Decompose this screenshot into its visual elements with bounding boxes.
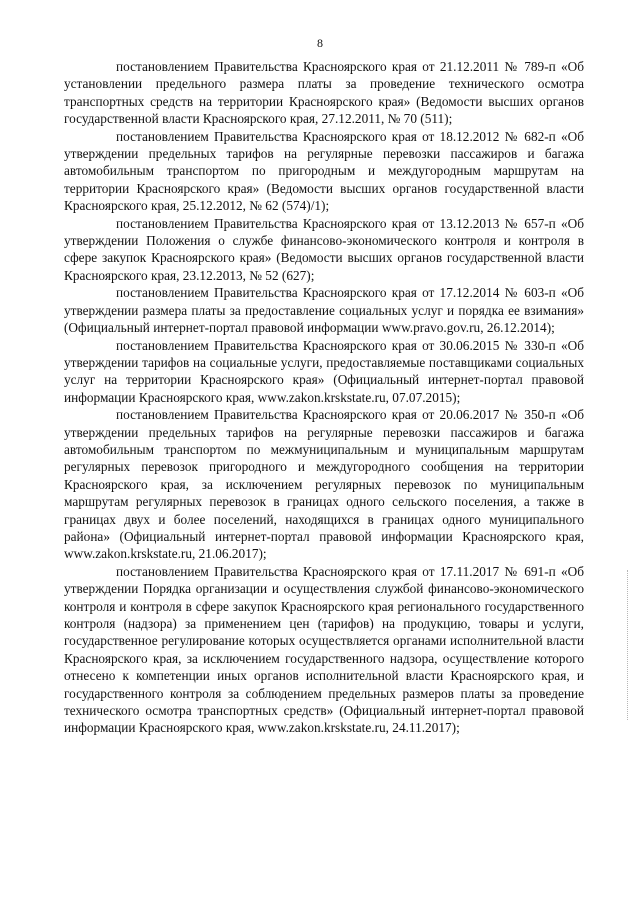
list-item: постановлением Правительства Красноярского края от 21.12.2011 № 789-п «Об установлении предельного размера платы за проведение технического осмотра транспортных средств на территории Красноярского края» (Ведомости высших органов государственной власти Красноярского края, 27.12.2011, № 70 (511);	[64, 59, 584, 127]
list-item: постановлением Правительства Красноярского края от 13.12.2013 № 657-п «Об утверждении Положения о службе финансово-экономического контроля и контроля в сфере закупок Красноярского края» (Ведомости высших органов государственной власти Красноярского края, 23.12.2013, № 52 (627);	[64, 215, 584, 283]
list-item: постановлением Правительства Красноярского края от 20.06.2017 № 350-п «Об утверждении предельных тарифов на регулярные перевозки пассажиров и багажа автомобильным транспортом по межмуниципальным и муниципальным маршрутам регулярных перевозок пригородного и междугородного сообщения на территории Красноярского края, за исключением регулярных перевозок по муниципальным маршрутам регулярных перевозок в границах одного сельского поселения, а также в границах двух и более поселений, находящихся в границах одного муниципального района» (Официальный интернет-портал правовой информации Красноярского края, www.zakon.krskstate.ru, 21.06.2017);	[64, 407, 584, 562]
list-item: постановлением Правительства Красноярского края от 30.06.2015 № 330-п «Об утверждении тарифов на социальные услуги, предоставляемые поставщиками социальных услуг на территории Красноярского края» (Официальный интернет-портал правовой информации Красноярского края, www.zakon.krskstate.ru, 07.07.2015);	[64, 337, 584, 405]
resolution-list	[64, 58, 584, 737]
scan-margin-mark	[627, 570, 630, 720]
list-item: постановлением Правительства Красноярского края от 18.12.2012 № 682-п «Об утверждении предельных тарифов на регулярные перевозки пассажиров и багажа автомобильным транспортом по пригородным и междугородным маршрутам на территории Красноярского края» (Ведомости высших органов государственной власти Красноярского края, 25.12.2012, № 62 (574)/1);	[64, 128, 584, 214]
page-number: 8	[317, 36, 323, 50]
list-item: постановлением Правительства Красноярского края от 17.11.2017 № 691-п «Об утверждении Порядка организации и осуществления службой финансово-экономического контроля и контроля в сфере закупок Красноярского края регионального государственного контроля (надзора) за применением цен (тарифов) на продукцию, товары и услуги, государственное регулирование которых осуществляется органами исполнительной власти Красноярского края, за исключением государственного надзора, осуществление которого отнесено к компетенции иных органов исполнительной власти Красноярского края, и государственного контроля за соблюдением предельных размеров платы за проведение технического осмотра транспортных средств» (Официальный интернет-портал правовой информации Красноярского края, www.zakon.krskstate.ru, 24.11.2017);	[64, 563, 584, 736]
list-item: постановлением Правительства Красноярского края от 17.12.2014 № 603-п «Об утверждении размера платы за предоставление социальных услуг и порядка ее взимания» (Официальный интернет-портал правовой информации www.pravo.gov.ru, 26.12.2014);	[64, 285, 584, 336]
